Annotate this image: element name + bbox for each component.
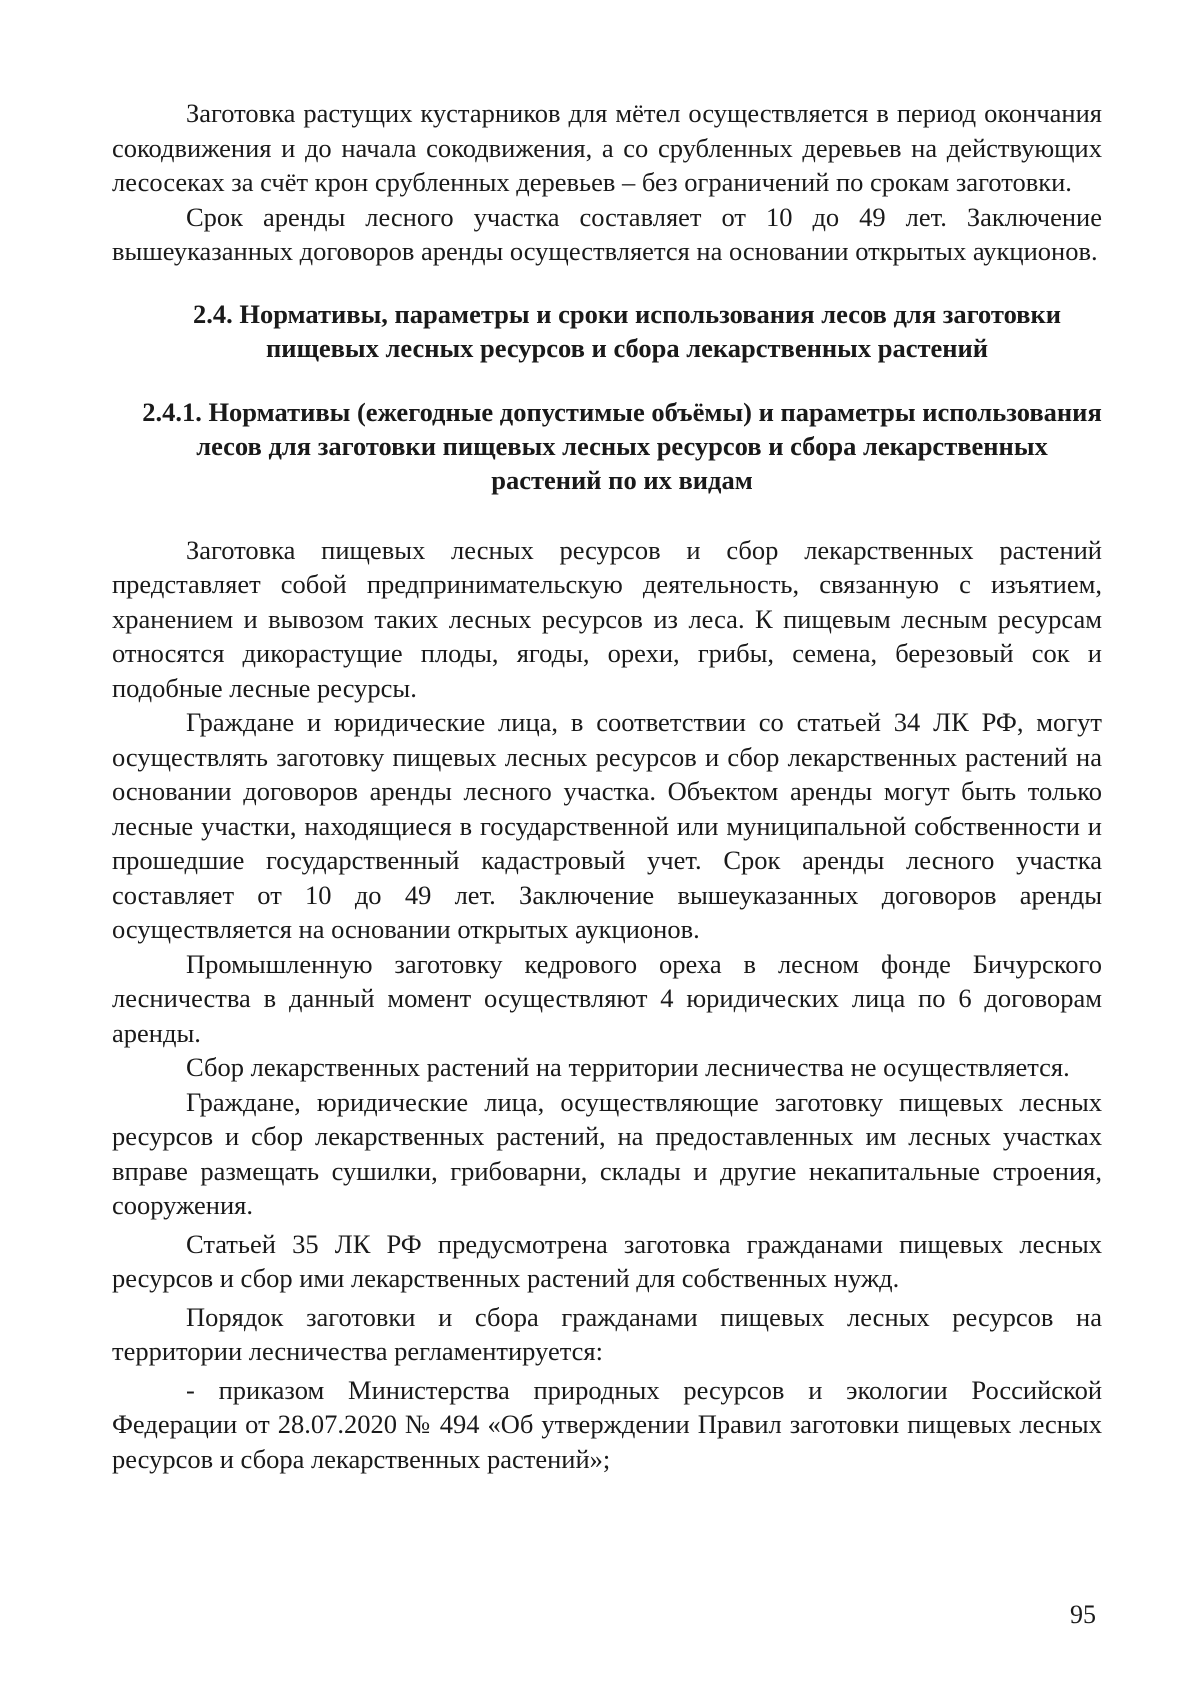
paragraph-cedar-nut: Промышленную заготовку кедрового ореха в лесном фонде Бичурского лесничества в данный момент осуществляют 4 юридических лица по 6 договорам аренды.: [112, 948, 1102, 1048]
paragraph-ministry-order: - приказом Министерства природных ресурсов и экологии Российской Федерации от 28.07.2020 № 494 «Об утверждении Правил заготовки пищевых лесных ресурсов и сбора лекарственных растений»;: [112, 1374, 1102, 1474]
paragraph-article-35: Статьей 35 ЛК РФ предусмотрена заготовка гражданами пищевых лесных ресурсов и сбор ими лекарственных растений для собственных нужд.: [112, 1228, 1102, 1293]
paragraph-regulation-order: Порядок заготовки и сбора гражданами пищевых лесных ресурсов на территории лесничества регламентируется:: [112, 1301, 1102, 1366]
paragraph-food-resources-definition: Заготовка пищевых лесных ресурсов и сбор лекарственных растений представляет собой предпринимательскую деятельность, связанную с изъятием, хранением и вывозом таких лесных ресурсов из леса. К пищевым лесным ресурсам относятся дикорастущие плоды, ягоды, орехи, грибы, семена, березовый сок и подобные лесные ресурсы.: [112, 534, 1102, 703]
paragraph-lease-term: Срок аренды лесного участка составляет от 10 до 49 лет. Заключение вышеуказанных договоров аренды осуществляется на основании открытых аукционов.: [112, 201, 1102, 266]
document-page: [112, 96, 1102, 1476]
paragraph-structures: Граждане, юридические лица, осуществляющие заготовку пищевых лесных ресурсов и сбор лекарственных растений, на предоставленных им лесных участках вправе размещать сушилки, грибоварни, склады и другие некапитальные строения, сооружения.: [112, 1086, 1102, 1220]
page-number: 95: [1070, 1600, 1096, 1629]
section-heading-2-4: 2.4. Нормативы, параметры и сроки использования лесов для заготовки пищевых лесных ресурсов и сбора лекарственных растений: [192, 298, 1062, 363]
paragraph-brooms-harvesting: Заготовка растущих кустарников для мётел осуществляется в период окончания сокодвижения и до начала сокодвижения, а со срубленных деревьев на действующих лесосеках за счёт крон срубленных деревьев – без ограничений по срокам заготовки.: [112, 98, 1102, 197]
paragraph-article-34: Граждане и юридические лица, в соответствии со статьей 34 ЛК РФ, могут осуществлять заготовку пищевых лесных ресурсов и сбор лекарственных растений на основании договоров аренды лесного участка. Объектом аренды могут быть только лесные участки, находящиеся в государственной или муниципальной собственности и прошедшие государственный кадастровый учет. Срок аренды лесного участка составляет от 10 до 49 лет. Заключение вышеуказанных договоров аренды осуществляется на основании открытых аукционов.: [112, 707, 1102, 944]
subsection-heading-2-4-1: 2.4.1. Нормативы (ежегодные допустимые объёмы) и параметры использования лесов для заготовки пищевых лесных ресурсов и сбора лекарственных растений по их видам: [142, 396, 1102, 495]
paragraph-medicinal-plants: Сбор лекарственных растений на территории лесничества не осуществляется.: [186, 1052, 1070, 1082]
